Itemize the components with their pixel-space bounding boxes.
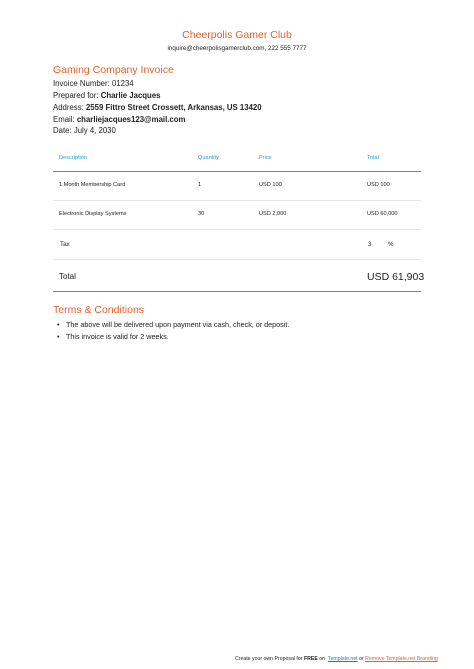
- total-value: USD 61,903: [367, 271, 425, 283]
- table-header-row: [53, 148, 421, 172]
- footer-free: FREE: [303, 656, 318, 662]
- club-contact: inquire@cheerpolisgamerclub.com, 222 555 7777: [167, 45, 307, 52]
- template-net-link[interactable]: Template.net: [327, 656, 358, 662]
- header-total: Total: [367, 155, 379, 161]
- address-line: [53, 103, 262, 112]
- table-row: [53, 172, 421, 201]
- tax-unit: %: [388, 241, 394, 248]
- invoice-number-line: [53, 79, 134, 88]
- invoice-table: [53, 148, 425, 292]
- footer-or: or: [359, 656, 364, 662]
- tax-row: [53, 230, 421, 260]
- row-quantity: 1: [198, 182, 202, 188]
- list-item: [57, 320, 289, 332]
- bullet-icon: •: [57, 320, 60, 329]
- tax-value: 3: [368, 241, 372, 248]
- row-total: USD 60,000: [367, 211, 398, 217]
- header-description: Description: [59, 155, 87, 161]
- email-line: [53, 115, 185, 124]
- date-value: July 4, 2030: [73, 126, 116, 135]
- terms-list: [57, 320, 289, 344]
- total-row: [53, 260, 425, 292]
- term-text: The above will be delivered upon payment via cash, check, or deposit.: [66, 320, 290, 329]
- list-item: [57, 332, 289, 344]
- remove-branding-link[interactable]: Remove Template.net Branding: [365, 656, 438, 662]
- header-price: Price: [259, 155, 272, 161]
- row-description: 1 Month Membership Card: [59, 182, 126, 188]
- footer-on: on: [319, 656, 326, 662]
- invoice-title: Gaming Company Invoice: [53, 64, 174, 76]
- terms-title: Terms & Conditions: [53, 304, 145, 316]
- bullet-icon: •: [57, 332, 60, 341]
- address-label: Address:: [53, 103, 84, 112]
- address-value: 2559 Fittro Street Crossett, Arkansas, US 13420: [85, 103, 262, 112]
- invoice-number-label: Invoice Number:: [53, 79, 110, 88]
- date-line: [53, 126, 116, 135]
- prepared-for-value: Charlie Jacques: [100, 91, 161, 100]
- club-name: Cheerpolis Gamer Club: [182, 29, 292, 41]
- date-label: Date:: [53, 126, 72, 135]
- total-label: Total: [59, 272, 76, 281]
- term-text: This invoice is valid for 2 weeks.: [66, 332, 169, 341]
- row-price: USD 100: [259, 182, 282, 188]
- footer: [235, 656, 438, 662]
- tax-label: Tax: [60, 241, 70, 248]
- row-total: USD 100: [367, 182, 390, 188]
- prepared-for-line: [53, 91, 161, 100]
- row-price: USD 2,000: [259, 211, 287, 217]
- footer-prefix: Create your own Proposal for: [235, 656, 303, 662]
- table-row: [53, 201, 421, 230]
- row-quantity: 30: [198, 211, 205, 217]
- email-value: charliejacques123@mail.com: [76, 115, 186, 124]
- prepared-for-label: Prepared for:: [53, 91, 99, 100]
- invoice-number-value: 01234: [111, 79, 134, 88]
- email-label: Email:: [53, 115, 75, 124]
- row-description: Electronic Display Systems: [59, 211, 127, 217]
- header-quantity: Quantity: [198, 155, 219, 161]
